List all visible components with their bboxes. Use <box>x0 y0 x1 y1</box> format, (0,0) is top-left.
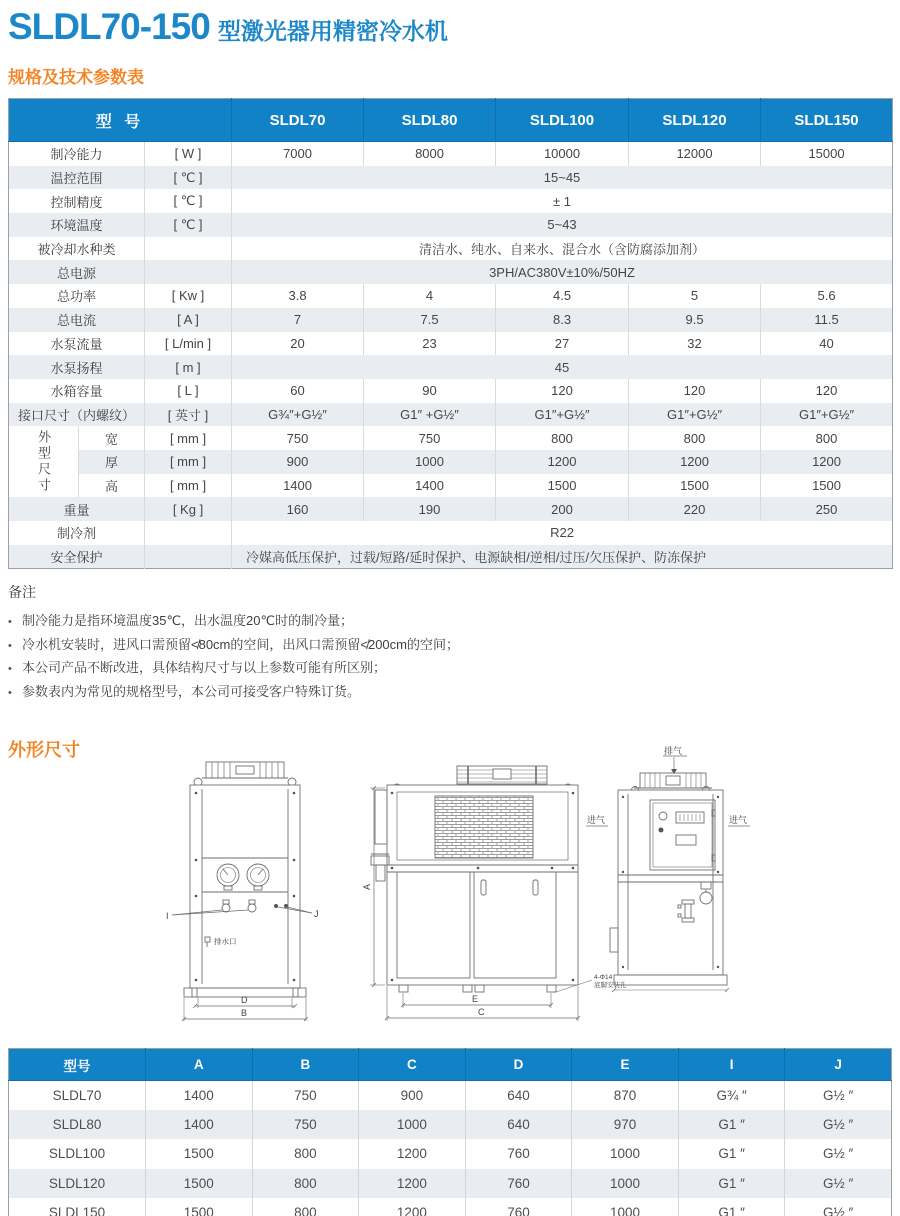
table-cell: SLDL120 <box>9 1169 146 1198</box>
table-cell: G½ ″ <box>823 1146 854 1162</box>
table-row <box>9 474 893 498</box>
table-cell: 1500 <box>146 1169 253 1198</box>
table-cell: 5 <box>629 284 761 308</box>
table-row <box>9 1110 892 1139</box>
row-unit <box>145 237 232 261</box>
dim-header-b: B <box>252 1049 359 1081</box>
table-cell: 220 <box>629 497 761 521</box>
table-cell: 4.5 <box>496 284 629 308</box>
table-cell: 5.6 <box>817 288 836 304</box>
table-cell: 90 <box>364 379 496 403</box>
table-cell: 1200 <box>629 450 761 474</box>
row-label: 水泵流量 <box>9 332 145 356</box>
table-cell: 9.5 <box>629 308 761 332</box>
intake-left-label: 进气 <box>587 815 606 825</box>
table-cell: 800 <box>815 430 838 446</box>
port-j-label: J <box>314 909 319 919</box>
table-cell: G1″+G½″ <box>496 403 629 427</box>
table-cell: SLDL100 <box>9 1139 146 1168</box>
table-cell: G¾″+G½″ <box>232 403 364 427</box>
table-cell: 750 <box>232 426 364 450</box>
table-cell: 1500 <box>146 1198 253 1216</box>
table-row <box>9 1198 892 1216</box>
row-label: 水箱容量 <box>9 379 145 403</box>
dim-header-c: C <box>359 1049 466 1081</box>
row-label: 被冷却水种类 <box>9 237 145 261</box>
spec-table <box>8 98 893 569</box>
row-unit: [ 英寸 ] <box>145 403 232 427</box>
table-cell: 800 <box>252 1139 359 1168</box>
dim-header-model: 型号 <box>9 1049 146 1081</box>
dim-c-label: C <box>478 1007 485 1017</box>
dimension-group-label: 外型尺寸 <box>9 426 79 497</box>
row-label: 温控范围 <box>9 166 145 190</box>
row-label: 接口尺寸（内螺纹） <box>9 403 145 427</box>
table-cell: 40 <box>819 335 834 351</box>
table-cell: 1000 <box>572 1198 679 1216</box>
table-row <box>9 166 893 190</box>
table-cell: SLDL80 <box>9 1110 146 1139</box>
notes-title: 备注 <box>8 584 36 600</box>
dims-section-title: 外形尺寸 <box>8 740 80 760</box>
table-cell: 200 <box>496 497 629 521</box>
table-cell-span: R22 <box>550 525 574 541</box>
note-item <box>8 681 888 705</box>
table-row <box>9 260 893 284</box>
model-header-sldl120: SLDL120 <box>629 99 761 142</box>
row-label: 总电源 <box>9 260 145 284</box>
table-cell: 750 <box>364 426 496 450</box>
table-cell: 800 <box>496 426 629 450</box>
dim-header-a: A <box>146 1049 253 1081</box>
table-cell: 10000 <box>496 142 629 166</box>
table-cell: G½ ″ <box>823 1117 854 1133</box>
table-cell: 750 <box>252 1110 359 1139</box>
table-cell: 800 <box>252 1169 359 1198</box>
table-row <box>9 403 893 427</box>
table-row <box>9 189 893 213</box>
table-cell: 8.3 <box>496 308 629 332</box>
table-cell: G1 ″ <box>678 1198 785 1216</box>
row-unit: [ ℃ ] <box>145 166 232 190</box>
table-cell: 1400 <box>364 474 496 498</box>
table-cell: 7.5 <box>364 308 496 332</box>
table-cell: 1200 <box>359 1169 466 1198</box>
bullet-icon: • <box>8 686 12 699</box>
row-unit <box>145 260 232 284</box>
table-cell: 1200 <box>359 1198 466 1216</box>
row-label: 总功率 <box>9 284 145 308</box>
table-cell: 1400 <box>146 1081 253 1111</box>
row-unit: [ mm ] <box>145 450 232 474</box>
table-cell: 4 <box>364 284 496 308</box>
dim-header-row <box>9 1049 892 1081</box>
table-cell-span: 冷媒高低压保护，过载/短路/延时保护、电源缺相/逆相/过压/欠压保护、防冻保护 <box>246 550 707 566</box>
table-cell: G½ ″ <box>823 1204 854 1216</box>
table-cell-span: 15~45 <box>543 170 581 186</box>
row-unit: [ Kw ] <box>145 284 232 308</box>
row-unit: [ L/min ] <box>145 332 232 356</box>
drawings-canvas <box>8 740 892 1035</box>
bullet-icon: • <box>8 663 12 675</box>
mounting-holes-note: 4-Φ14 <box>594 974 613 981</box>
table-cell: 12000 <box>629 142 761 166</box>
table-row <box>9 284 893 308</box>
title-suffix: 型激光器用精密冷水机 <box>217 18 448 44</box>
table-cell: 1400 <box>146 1110 253 1139</box>
table-row <box>9 355 893 379</box>
table-cell: 60 <box>232 379 364 403</box>
dim-header-e: E <box>572 1049 679 1081</box>
table-row <box>9 426 893 450</box>
table-cell: 970 <box>572 1110 679 1139</box>
technical-drawings <box>8 740 892 1035</box>
intake-right-label: 进气 <box>729 815 748 825</box>
note-text: 本公司产品不断改进，具体结构尺寸与以上参数可能有所区别； <box>22 660 387 675</box>
table-cell: 250 <box>815 501 838 517</box>
side-view-drawing <box>362 766 627 1021</box>
table-row <box>9 237 893 261</box>
table-row <box>9 521 893 545</box>
table-cell: 120 <box>629 379 761 403</box>
table-cell: 1500 <box>812 477 841 493</box>
table-cell: 20 <box>232 332 364 356</box>
spec-section-title: 规格及技术参数表 <box>8 68 144 87</box>
table-cell: G1 ″ <box>678 1169 785 1198</box>
note-text: 制冷能力是指环境温度35℃，出水温度20℃时的制冷量； <box>22 613 354 628</box>
table-row <box>9 142 893 166</box>
table-cell: G1″ +G½″ <box>364 403 496 427</box>
row-label: 总电流 <box>9 308 145 332</box>
dim-header-i: I <box>678 1049 785 1081</box>
row-label: 安全保护 <box>9 545 145 569</box>
table-row <box>9 545 893 569</box>
dim-b-label: B <box>241 1008 248 1018</box>
table-row <box>9 1081 892 1111</box>
note-item <box>8 610 888 634</box>
row-label: 高 <box>79 474 145 498</box>
table-cell: 27 <box>496 332 629 356</box>
table-cell: G½ ″ <box>823 1175 854 1191</box>
row-unit: [ L ] <box>145 379 232 403</box>
front-view-drawing <box>166 762 319 1021</box>
row-unit: [ mm ] <box>145 474 232 498</box>
dim-header-j: J <box>785 1049 892 1081</box>
row-unit <box>145 545 232 569</box>
row-label: 制冷剂 <box>9 521 145 545</box>
spec-corner-header: 型 号 <box>9 99 232 142</box>
table-cell: 1500 <box>146 1139 253 1168</box>
table-cell: 640 <box>465 1110 572 1139</box>
bullet-icon: • <box>8 639 12 652</box>
table-cell: 1200 <box>359 1139 466 1168</box>
drain-port-label: 排水口 <box>214 937 237 946</box>
table-cell: 8000 <box>364 142 496 166</box>
table-cell: G1 ″ <box>678 1139 785 1168</box>
note-text: 冷水机安装时，进风口需预留≮80cm的空间，出风口需预留≮200cm的空间； <box>22 636 459 652</box>
dim-e-label: E <box>472 994 479 1004</box>
table-cell: 7000 <box>232 142 364 166</box>
table-cell-span: 5~43 <box>547 217 577 233</box>
table-row <box>9 332 893 356</box>
table-row <box>9 308 893 332</box>
table-cell: 32 <box>629 332 761 356</box>
table-cell-span: 45 <box>554 359 570 375</box>
row-label: 控制精度 <box>9 189 145 213</box>
table-cell: SLDL70 <box>9 1081 146 1111</box>
table-cell: G¾ ″ <box>678 1081 785 1111</box>
back-view-drawing <box>586 745 750 992</box>
table-cell: 760 <box>465 1198 572 1216</box>
table-row <box>9 379 893 403</box>
row-label: 重量 <box>9 497 145 521</box>
mounting-holes-note2: 底脚安装孔 <box>594 982 627 989</box>
table-cell: 1000 <box>572 1139 679 1168</box>
table-row <box>9 1139 892 1168</box>
table-cell: 1200 <box>812 454 841 470</box>
row-label: 宽 <box>79 426 145 450</box>
port-i-label: I <box>166 911 169 921</box>
table-cell: G1″+G½″ <box>798 406 855 422</box>
table-cell: 800 <box>252 1198 359 1216</box>
model-header-sldl70: SLDL70 <box>232 99 364 142</box>
dim-a-label: A <box>362 883 372 890</box>
table-cell: G1 ″ <box>678 1110 785 1139</box>
table-cell: 3.8 <box>232 284 364 308</box>
table-cell: 15000 <box>808 146 845 162</box>
table-row <box>9 497 893 521</box>
exhaust-label: 排气 <box>664 746 683 756</box>
model-header-sldl100: SLDL100 <box>496 99 629 142</box>
row-unit: [ ℃ ] <box>145 213 232 237</box>
row-unit: [ m ] <box>145 355 232 379</box>
table-cell: 1200 <box>496 450 629 474</box>
table-cell: 760 <box>465 1139 572 1168</box>
table-cell: G1″+G½″ <box>629 403 761 427</box>
table-cell: 900 <box>232 450 364 474</box>
table-cell-span: 清洁水、纯水、自来水、混合水（含防腐添加剂） <box>419 242 706 258</box>
table-cell: 120 <box>815 383 838 399</box>
table-cell: G½ ″ <box>823 1088 854 1104</box>
table-cell: 190 <box>364 497 496 521</box>
row-unit: [ mm ] <box>145 426 232 450</box>
dim-d-label: D <box>241 995 248 1005</box>
row-label: 厚 <box>79 450 145 474</box>
table-row <box>9 450 893 474</box>
table-cell: 870 <box>572 1081 679 1111</box>
row-unit <box>145 521 232 545</box>
model-range-title: SLDL70-150 <box>8 6 210 47</box>
row-label: 制冷能力 <box>9 142 145 166</box>
row-unit: [ ℃ ] <box>145 189 232 213</box>
row-label: 环境温度 <box>9 213 145 237</box>
row-unit: [ W ] <box>145 142 232 166</box>
row-unit: [ A ] <box>145 308 232 332</box>
dim-header-d: D <box>465 1049 572 1081</box>
table-cell: 120 <box>496 379 629 403</box>
table-cell: 1500 <box>629 474 761 498</box>
table-row <box>9 213 893 237</box>
note-item <box>8 657 888 681</box>
model-header-sldl150: SLDL150 <box>761 99 893 142</box>
table-cell: 11.5 <box>814 312 839 328</box>
table-cell: 900 <box>359 1081 466 1111</box>
table-cell: 1000 <box>364 450 496 474</box>
note-item <box>8 634 888 658</box>
notes-section <box>8 582 888 704</box>
table-cell: 160 <box>232 497 364 521</box>
table-cell: 640 <box>465 1081 572 1111</box>
table-cell: 1500 <box>496 474 629 498</box>
model-header-sldl80: SLDL80 <box>364 99 496 142</box>
note-text: 参数表内为常见的规格型号，本公司可接受客户特殊订货。 <box>22 683 361 699</box>
table-cell-span: 3PH/AC380V±10%/50HZ <box>489 264 635 280</box>
row-unit: [ Kg ] <box>145 497 232 521</box>
table-cell: 1400 <box>232 474 364 498</box>
table-cell: 750 <box>252 1081 359 1111</box>
spec-header-row <box>9 99 893 142</box>
bullet-icon: • <box>8 616 12 628</box>
table-cell-span: ± 1 <box>553 193 572 209</box>
page-title <box>8 6 448 48</box>
table-cell: 800 <box>629 426 761 450</box>
row-label: 水泵扬程 <box>9 355 145 379</box>
table-cell: 760 <box>465 1169 572 1198</box>
table-row <box>9 1169 892 1198</box>
table-cell: 7 <box>232 308 364 332</box>
table-cell: SLDL150 <box>9 1198 146 1216</box>
dimension-table <box>8 1048 892 1216</box>
table-cell: 1000 <box>359 1110 466 1139</box>
table-cell: 1000 <box>572 1169 679 1198</box>
table-cell: 23 <box>364 332 496 356</box>
